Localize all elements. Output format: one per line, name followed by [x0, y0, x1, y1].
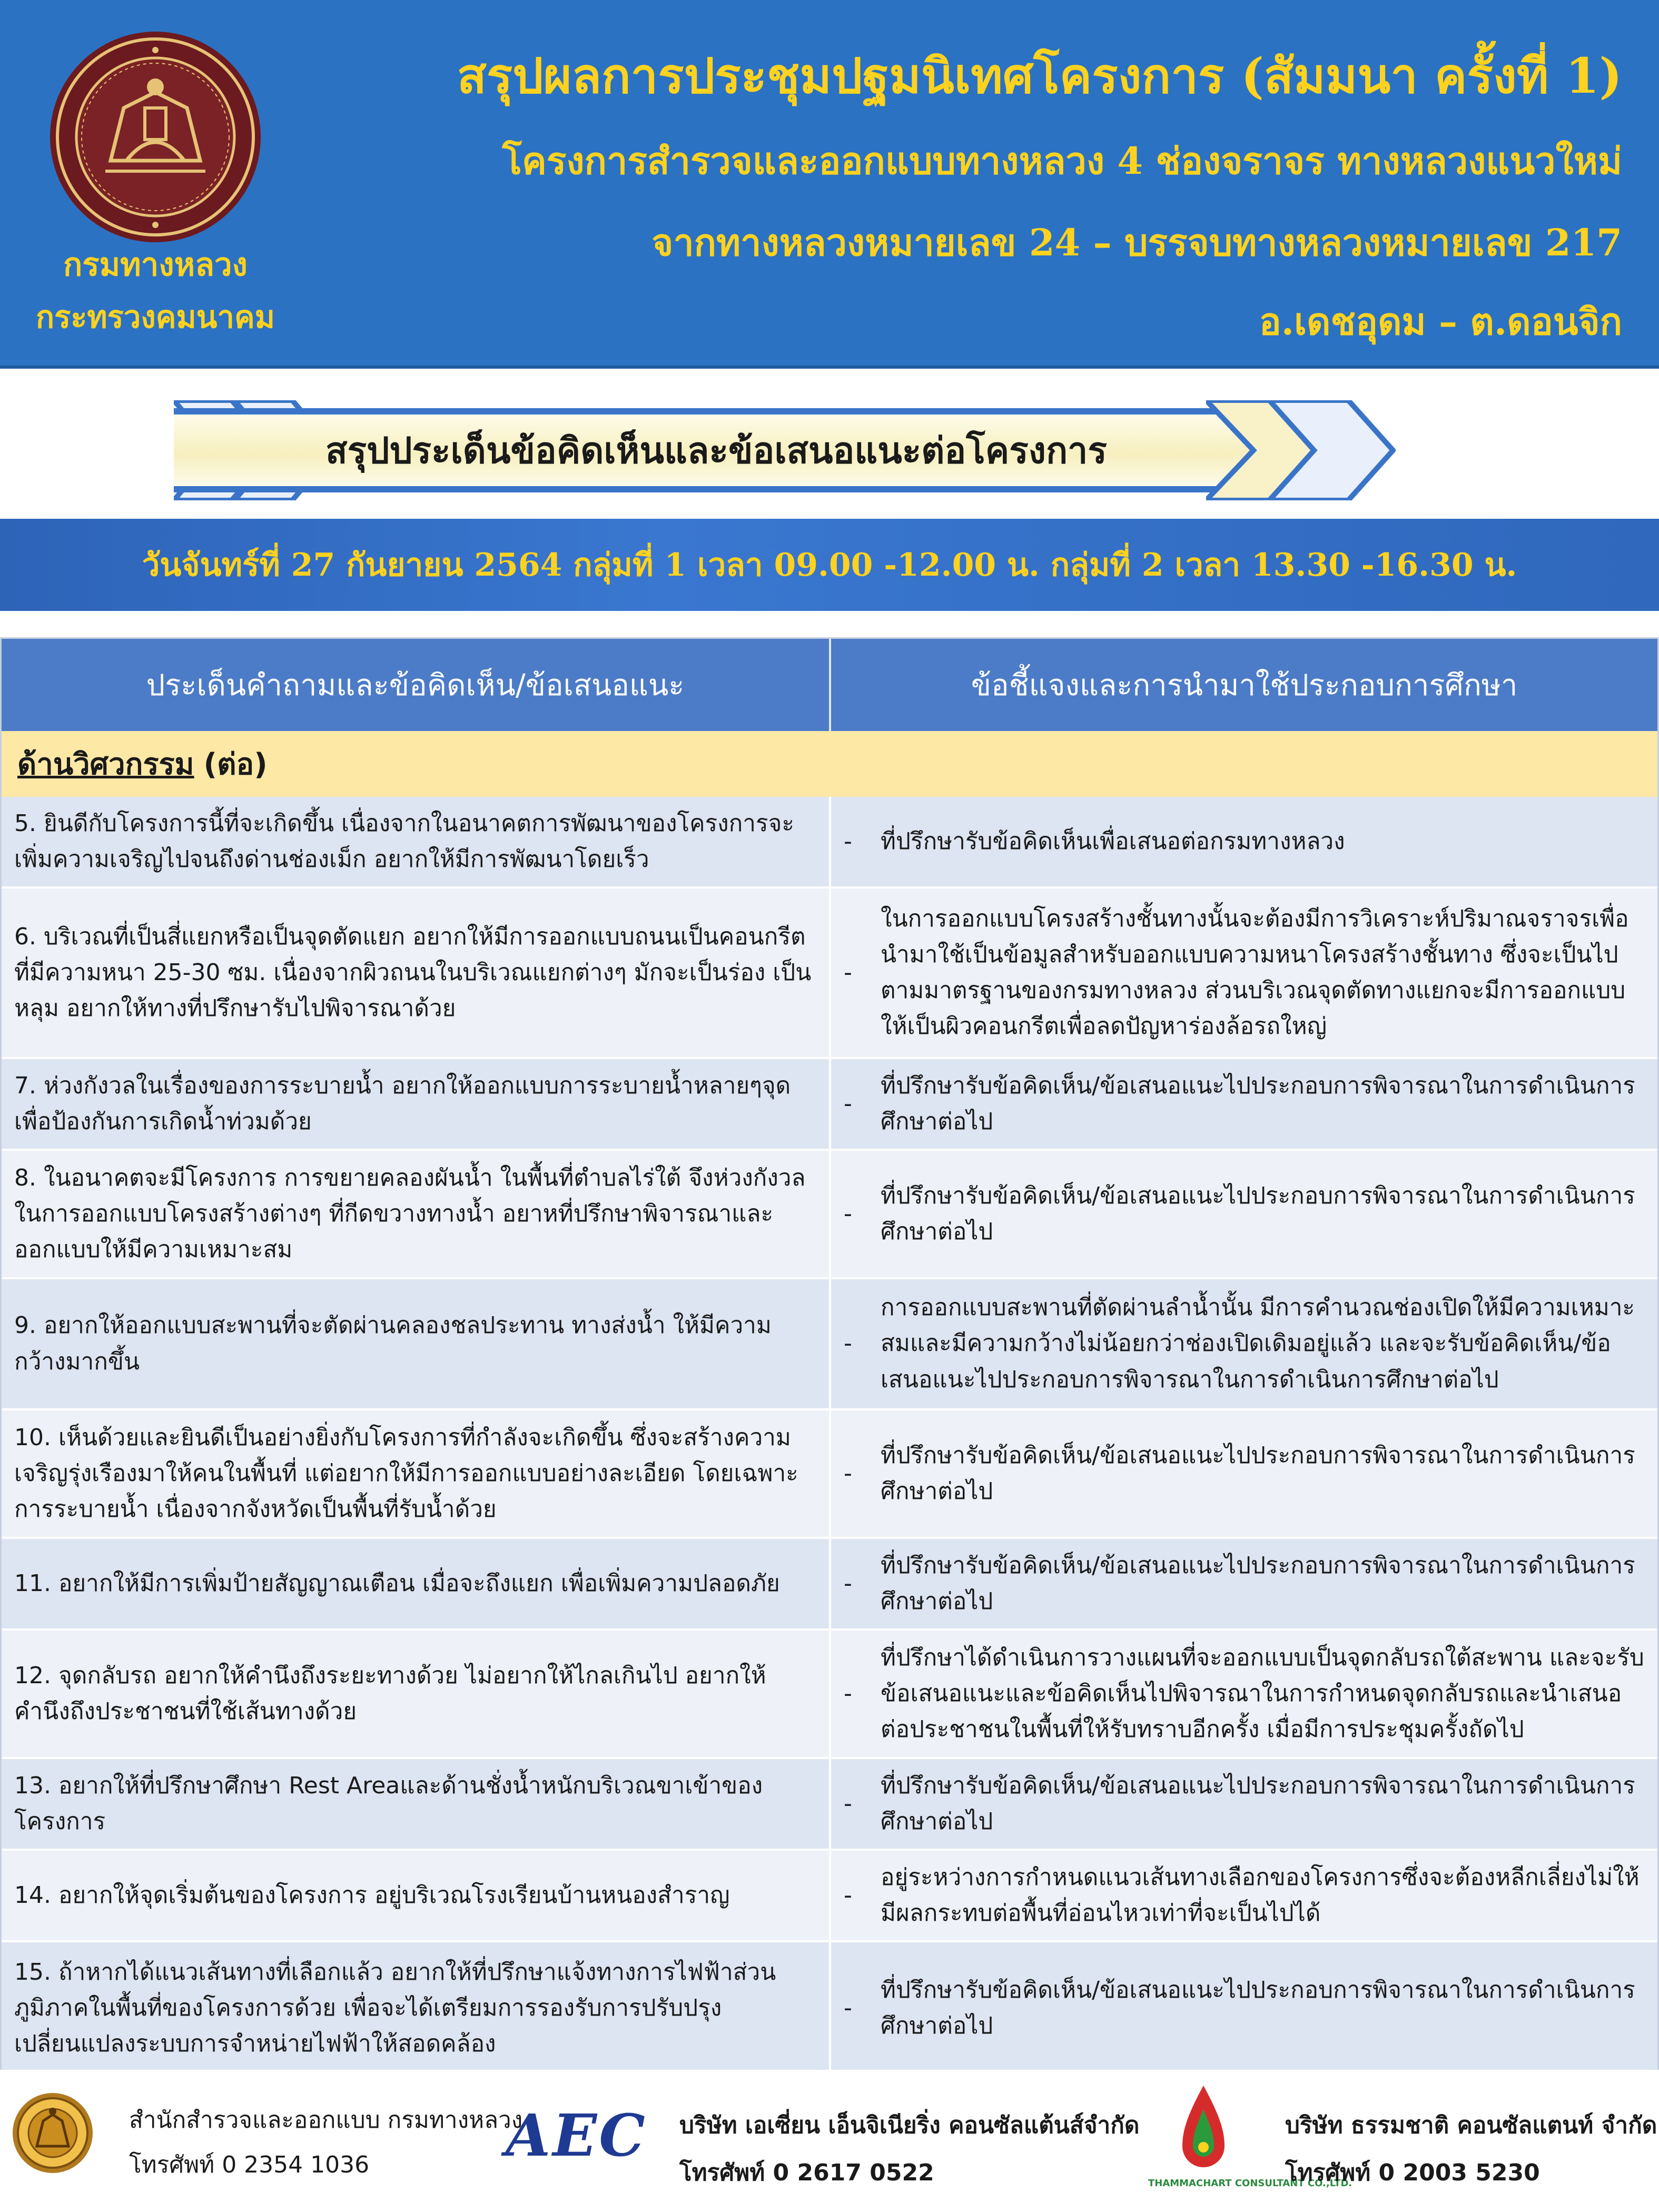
answer-text: ที่ปรึกษาได้ดำเนินการวางแผนที่จะออกแบบเป็นจุดกลับรถใต้สะพาน และจะรับข้อเสนอแนะและข้อคิดเห็นไปพิจารณาในการกำหนดจุดกลับรถและนำเสนอต่อประชาชนในพื้นที่ให้รับทราบอีกครั้ง เมื่อมีการประชุมครั้งถัดไป [881, 1644, 1644, 1743]
project-location: อ.เดชอุดม – ต.ดอนจิก [1259, 300, 1622, 343]
table-row [2, 1059, 1657, 1149]
bullet-dash: - [844, 1090, 852, 1117]
answer-text: ที่ปรึกษารับข้อคิดเห็น/ข้อเสนอแนะไปประกอบการพิจารณาในการดำเนินการศึกษาต่อไป [881, 1182, 1635, 1245]
page-title: สรุปผลการประชุมปฐมนิเทศโครงการ (สัมมนา ครั้งที่ 1) [457, 47, 1622, 104]
project-name: โครงการสำรวจและออกแบบทางหลวง 4 ช่องจราจร ทางหลวงแนวใหม่ [502, 139, 1622, 183]
answer-cell [831, 1942, 1657, 2074]
seal-caption-department: กรมทางหลวง [63, 246, 248, 283]
question-cell: 12. จุดกลับรถ อยากให้คำนึงถึงระยะทางด้วย ไม่อยากให้ไกลเกินไป อยากให้คำนึงถึงประชาชนที่ใช้เส้นทางด้วย [2, 1631, 831, 1757]
bullet-dash: - [844, 1680, 852, 1707]
question-cell: 8. ในอนาคตจะมีโครงการ การขยายคลองผันน้ำ ในพื้นที่ตำบลไร่ใต้ จึงห่วงกังวลในการออกแบบโครงสร้างต่างๆ ที่กีดขวางทางน้ำ อยาหที่ปรึกษาพิจารณาและออกแบบให้มีความเหมาะสม [2, 1151, 831, 1277]
bullet-dash: - [844, 827, 852, 855]
answer-text: ที่ปรึกษารับข้อคิดเห็น/ข้อเสนอแนะไปประกอบการพิจารณาในการดำเนินการศึกษาต่อไป [881, 1772, 1635, 1835]
org3-phone: โทรศัพท์ 0 2003 5230 [1285, 2159, 1540, 2186]
banner-title: สรุปประเด็นข้อคิดเห็นและข้อเสนอแนะต่อโครงการ [325, 430, 1107, 472]
date-bar [0, 519, 1659, 611]
answer-cell [831, 1151, 1657, 1277]
question-cell: 9. อยากให้ออกแบบสะพานที่จะตัดผ่านคลองชลประทาน ทางส่งน้ำ ให้มีความกว้างมากขึ้น [2, 1279, 831, 1408]
answer-cell [831, 1759, 1657, 1849]
column-header-responses: ข้อชี้แจงและการนำมาใช้ประกอบการศึกษา [971, 668, 1518, 703]
question-cell: 15. ถ้าหากได้แนวเส้นทางที่เลือกแล้ว อยากให้ที่ปรึกษาแจ้งทางการไฟฟ้าส่วนภูมิภาคในพื้นที่ของโครงการด้วย เพื่อจะได้เตรียมการรองรับการปรับปรุงเปลี่ยนแปลงระบบการจำหน่ายไฟฟ้าให้สอดคล้อง [2, 1942, 831, 2074]
answer-text: ที่ปรึกษารับข้อคิดเห็นเพื่อเสนอต่อกรมทางหลวง [881, 827, 1345, 855]
section-heading [2, 731, 1657, 797]
answer-cell [831, 1410, 1657, 1537]
table-row [2, 1279, 1657, 1408]
section-title: ด้านวิศวกรรม [17, 747, 194, 782]
org1-name: สำนักสำรวจและออกแบบ กรมทางหลวง [129, 2107, 523, 2134]
table-row [2, 1631, 1657, 1757]
column-header-questions: ประเด็นคำถามและข้อคิดเห็น/ข้อเสนอแนะ [2, 639, 831, 731]
meeting-date: วันจันทร์ที่ 27 กันยายน 2564 กลุ่มที่ 1 เวลา 09.00 -12.00 น. กลุ่มที่ 2 เวลา 13.30 -16.30 น. [142, 547, 1517, 584]
question-cell: 6. บริเวณที่เป็นสี่แยกหรือเป็นจุดตัดแยก อยากให้มีการออกแบบถนนเป็นคอนกรีตที่มีความหนา 25-30 ซม. เนื่องจากผิวถนนในบริเวณแยกต่างๆ มักจะเป็นร่อง เป็นหลุม อยากให้ทางที่ปรึกษารับไปพิจารณาด้วย [2, 888, 831, 1057]
bullet-dash: - [844, 1569, 852, 1597]
answer-text: ในการออกแบบโครงสร้างชั้นทางนั้นจะต้องมีการวิเคราะห์ปริมาณจราจรเพื่อนำมาใช้เป็นข้อมูลสำหรับออกแบบความหนาโครงสร้างชั้นทาง ซึ่งจะเป็นไปตามมาตรฐานของกรมทางหลวง ส่วนบริเวณจุดตัดทางแยกจะมีการออกแบบให้เป็นผิวคอนกรีตเพื่อลดปัญหาร่องล้อรถใหญ่ [881, 905, 1629, 1040]
answer-text: ที่ปรึกษารับข้อคิดเห็น/ข้อเสนอแนะไปประกอบการพิจารณาในการดำเนินการศึกษาต่อไป [881, 1072, 1635, 1135]
bullet-dash: - [844, 1790, 852, 1817]
question-cell: 14. อยากให้จุดเริ่มต้นของโครงการ อยู่บริเวณโรงเรียนบ้านหนองสำราญ [2, 1851, 831, 1940]
aec-logo: AEC [506, 2101, 647, 2169]
question-cell: 10. เห็นด้วยและยินดีเป็นอย่างยิ่งกับโครงการที่กำลังจะเกิดขึ้น ซึ่งจะสร้างความเจริญรุ่งเรืองมาให้คนในพื้นที่ แต่อยากให้มีการออกแบบอย่างละเอียด โดยเฉพาะการระบายน้ำ เนื่องจากจังหวัดเป็นพื้นที่รับน้ำด้วย [2, 1410, 831, 1537]
org2-phone: โทรศัพท์ 0 2617 0522 [679, 2159, 934, 2186]
question-cell: 7. ห่วงกังวลในเรื่องของการระบายน้ำ อยากให้ออกแบบการระบายน้ำหลายๆจุด เพื่อป้องกันการเกิดน้ำท่วมด้วย [2, 1059, 831, 1149]
org1-phone: โทรศัพท์ 0 2354 1036 [129, 2151, 370, 2178]
bullet-dash: - [844, 1200, 852, 1227]
org2-name: บริษัท เอเซี่ยน เอ็นจิเนียริ่ง คอนซัลแต้นส์จำกัด [679, 2112, 1140, 2139]
thammachart-logo-label: THAMMACHART CONSULTANT CO.,LTD. [1148, 2178, 1352, 2189]
bullet-dash: - [844, 1881, 852, 1909]
doh-small-seal-icon [11, 2088, 95, 2178]
answer-cell [831, 797, 1657, 886]
answer-cell [831, 1631, 1657, 1757]
table-row [2, 1151, 1657, 1277]
department-of-highways-seal-icon [47, 29, 263, 245]
table-header [2, 639, 1657, 731]
thammachart-logo-icon [1177, 2083, 1230, 2178]
seal-caption-ministry: กระทรวงคมนาคม [36, 299, 275, 335]
answer-text: ที่ปรึกษารับข้อคิดเห็น/ข้อเสนอแนะไปประกอบการพิจารณาในการดำเนินการศึกษาต่อไป [881, 1552, 1635, 1615]
chevron-right-icon [1206, 400, 1396, 500]
bullet-dash: - [844, 1994, 852, 2021]
table-row [2, 1759, 1657, 1849]
section-banner [174, 408, 1259, 492]
comments-table [0, 637, 1659, 2070]
table-row [2, 797, 1657, 886]
question-cell: 11. อยากให้มีการเพิ่มป้ายสัญญาณเตือน เมื่อจะถึงแยก เพื่อเพิ่มความปลอดภัย [2, 1539, 831, 1628]
table-row [2, 1539, 1657, 1628]
answer-cell [831, 1279, 1657, 1408]
answer-text: อยู่ระหว่างการกำหนดแนวเส้นทางเลือกของโครงการซึ่งจะต้องหลีกเลี่ยงไม่ให้มีผลกระทบต่อพื้นที่อ่อนไหวเท่าที่จะเป็นไปได้ [881, 1863, 1640, 1927]
question-cell: 5. ยินดีกับโครงการนี้ที่จะเกิดขึ้น เนื่องจากในอนาคตการพัฒนาของโครงการจะเพิ่มความเจริญไปจนถึงด่านช่องเม็ก อยากให้มีการพัฒนาโดยเร็ว [2, 797, 831, 886]
table-row [2, 888, 1657, 1057]
table-row [2, 1942, 1657, 2074]
answer-text: การออกแบบสะพานที่ตัดผ่านลำน้ำนั้น มีการคำนวณช่องเปิดให้มีความเหมาะสมและมีความกว้างไม่น้อยกว่าช่องเปิดเดิมอยู่แล้ว และจะรับข้อคิดเห็น/ข้อเสนอแนะไปประกอบการพิจารณาในการดำเนินการศึกษาต่อไป [881, 1294, 1635, 1393]
answer-cell [831, 888, 1657, 1057]
answer-cell [831, 1059, 1657, 1149]
answer-cell [831, 1539, 1657, 1628]
table-row [2, 1851, 1657, 1940]
table-body [2, 797, 1657, 2074]
question-cell: 13. อยากให้ที่ปรึกษาศึกษา Rest Areaและด้านชั่งน้ำหนักบริเวณขาเข้าของโครงการ [2, 1759, 831, 1849]
bullet-dash: - [844, 1330, 852, 1357]
table-row [2, 1410, 1657, 1537]
answer-cell [831, 1851, 1657, 1940]
header [0, 0, 1659, 369]
answer-text: ที่ปรึกษารับข้อคิดเห็น/ข้อเสนอแนะไปประกอบการพิจารณาในการดำเนินการศึกษาต่อไป [881, 1441, 1635, 1505]
answer-text: ที่ปรึกษารับข้อคิดเห็น/ข้อเสนอแนะไปประกอบการพิจารณาในการดำเนินการศึกษาต่อไป [881, 1976, 1635, 2039]
bullet-dash: - [844, 959, 852, 986]
project-route: จากทางหลวงหมายเลข 24 – บรรจบทางหลวงหมายเลข 217 [651, 221, 1622, 264]
section-suffix: (ต่อ) [203, 747, 268, 782]
bullet-dash: - [844, 1459, 852, 1487]
org3-name: บริษัท ธรรมชาติ คอนซัลแตนท์ จำกัด [1285, 2112, 1657, 2139]
